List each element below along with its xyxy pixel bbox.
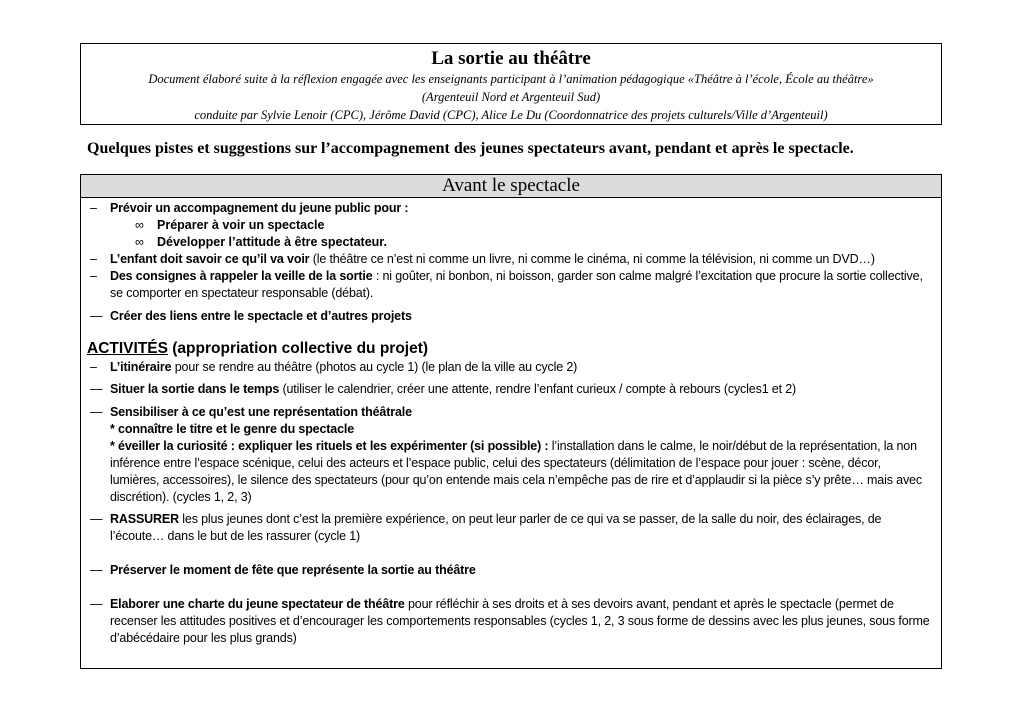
dash-bullet: — <box>90 512 103 526</box>
item-text: (utiliser le calendrier, créer une attente, rendre l’enfant curieux / compte à rebours (cycles1 et 2) <box>279 382 797 396</box>
item-text: l’installation dans le calme, le noir/début de la représentation, la non inférence entre l’espace scénique, celui des acteurs et l’espace public, celui des spectateurs (délimitation de l’espace pour jouer : scène, décor, lumières, accessoires), le silence des spectateurs (pour qu’on entende mais cela n’empêche pas de rire et d’applaudir si la pièce s’y prête… mais avec discrétion). (cycles 1, 2, 3) <box>110 439 922 504</box>
dash-bullet: — <box>90 563 103 577</box>
dash-bullet: — <box>90 382 103 396</box>
item-bold: L’itinéraire <box>110 360 172 374</box>
dash-bullet: — <box>90 405 103 419</box>
list-item <box>87 251 933 268</box>
list-item <box>87 381 933 398</box>
document-subtitle: Quelques pistes et suggestions sur l’accompagnement des jeunes spectateurs avant, pendant et après le spectacle. <box>87 140 854 157</box>
dash-bullet: — <box>90 309 103 323</box>
item-bold: Situer la sortie dans le temps <box>110 382 280 396</box>
list-item <box>87 562 933 579</box>
item-text: les plus jeunes dont c’est la première expérience, on peut leur parler de ce qui va se passer, de la salle du noir, des éclairages, de l’écoute… dans le but de les rassurer (cycle 1) <box>110 512 882 543</box>
list-item <box>87 268 933 302</box>
sub-item-text: Préparer à voir un spectacle <box>157 218 325 232</box>
item-bold: * éveiller la curiosité : expliquer les rituels et les expérimenter (si possible) : <box>110 439 549 453</box>
dash-bullet: — <box>90 597 103 611</box>
item-bold: Des consignes à rappeler la veille de la sortie <box>110 269 373 283</box>
section-title: Avant le spectacle <box>81 175 941 198</box>
item-text: pour réfléchir à ses droits et à ses devoirs avant, pendant et après le spectacle (permet de recenser les attitudes positives et d’encourager les comportements responsables (cycles 1, 2, 3 sous forme de dessins avec les plus jeunes, sous forme d’abécédaire pour les plus grands) <box>110 597 930 645</box>
sub-item-text: Développer l’attitude à être spectateur. <box>157 235 387 249</box>
header-authors: conduite par Sylvie Lenoir (CPC), Jérôme David (CPC), Alice Le Du (Coordonnatrice des projets culturels/Ville d’Argenteuil) <box>194 108 828 122</box>
item-bold: * connaître le titre et le genre du spectacle <box>110 422 355 436</box>
section-body <box>81 200 941 647</box>
dash-bullet: – <box>90 201 97 215</box>
infinity-bullet: ∞ <box>135 218 144 232</box>
item-bold: Prévoir un accompagnement du jeune public pour : <box>110 201 409 215</box>
sub-list-item <box>87 234 933 251</box>
activities-heading <box>87 339 933 359</box>
list-item <box>87 200 933 217</box>
header-location: (Argenteuil Nord et Argenteuil Sud) <box>421 90 601 104</box>
item-bold: RASSURER <box>110 512 179 526</box>
dash-bullet: – <box>90 252 97 266</box>
item-bold: Sensibiliser à ce qu’est une représentation théâtrale <box>110 405 412 419</box>
item-text: : ni goûter, ni bonbon, ni boisson, garder son calme malgré l’excitation que procure la sortie collective, se comporter en spectateur responsable (débat). <box>110 269 923 300</box>
sub-list-item <box>87 217 933 234</box>
list-item <box>87 404 933 506</box>
header-description: Document élaboré suite à la réflexion engagée avec les enseignants participant à l’animation pédagogique «Théâtre à l’école, École au théâtre» <box>148 72 874 86</box>
item-bold: Préserver le moment de fête que représente la sortie au théâtre <box>110 563 476 577</box>
item-text: (le théâtre ce n’est ni comme un livre, ni comme le cinéma, ni comme la télévision, ni comme un DVD…) <box>309 252 875 266</box>
list-item <box>87 596 933 647</box>
list-item <box>87 511 933 545</box>
item-bold: Elaborer une charte du jeune spectateur de théâtre <box>110 597 405 611</box>
item-text: pour se rendre au théâtre (photos au cycle 1) (le plan de la ville au cycle 2) <box>171 360 578 374</box>
document-header <box>80 43 942 125</box>
list-item <box>87 359 933 376</box>
activities-subtitle: (appropriation collective du projet) <box>167 340 429 357</box>
list-item <box>87 308 933 325</box>
document-title: La sortie au théâtre <box>431 48 591 69</box>
activities-label: ACTIVITÉS <box>87 340 168 357</box>
dash-bullet: – <box>90 360 97 374</box>
item-bold: Créer des liens entre le spectacle et d’autres projets <box>110 309 412 323</box>
infinity-bullet: ∞ <box>135 235 144 249</box>
item-bold: L’enfant doit savoir ce qu’il va voir <box>110 252 310 266</box>
dash-bullet: – <box>90 269 97 283</box>
section-table <box>80 174 942 669</box>
